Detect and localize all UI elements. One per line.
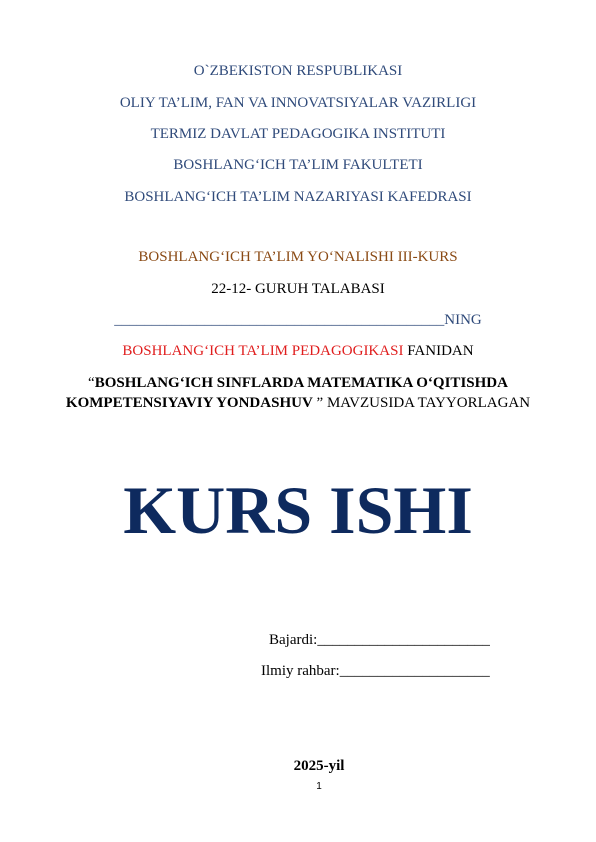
topic-block <box>60 373 536 413</box>
ministry-name: OLIY TA’LIM, FAN VA INNOVATSIYALAR VAZIRLIGI <box>119 95 477 111</box>
topic-title: BOSHLANG‘ICH SINFLARDA MATEMATIKA O‘QITISHDA KOMPETENSIYAVIY YONDASHUV <box>65 375 508 411</box>
supervisor-blank: ____________________ <box>339 663 490 679</box>
subject-suffix: FANIDAN <box>403 343 474 359</box>
topic-open-quote: “ <box>88 375 95 391</box>
page-number: 1 <box>316 781 322 792</box>
institute-name: TERMIZ DAVLAT PEDAGOGIKA INSTITUTI <box>150 126 446 142</box>
study-direction: BOSHLANG‘ICH TA’LIM YO‘NALISHI III-KURS <box>138 249 458 265</box>
topic-close-quote: ” MAVZUSIDA TAYYORLAGAN <box>312 395 531 411</box>
supervisor-label: Ilmiy rahbar: <box>261 663 340 679</box>
student-group: 22-12- GURUH TALABASI <box>211 281 385 297</box>
faculty-name: BOSHLANG‘ICH TA’LIM FAKULTETI <box>173 157 423 173</box>
supervisor-field <box>261 662 490 680</box>
subject-line <box>0 342 596 360</box>
performer-blank: _______________________ <box>317 632 490 648</box>
student-name-line <box>0 311 596 329</box>
department-name: BOSHLANG‘ICH TA’LIM NAZARIYASI KAFEDRASI <box>124 189 472 205</box>
performer-field <box>269 631 490 649</box>
performer-label: Bajardi: <box>269 632 318 648</box>
student-name-blank: ____________________________________________ <box>114 312 445 328</box>
work-type-title: KURS ISHI <box>123 472 473 548</box>
subject-name: BOSHLANG‘ICH TA’LIM PEDAGOGIKASI <box>122 343 404 359</box>
country-name: O`ZBEKISTON RESPUBLIKASI <box>193 63 403 79</box>
year: 2025-yil <box>293 758 345 774</box>
student-name-suffix: NING <box>444 312 482 328</box>
